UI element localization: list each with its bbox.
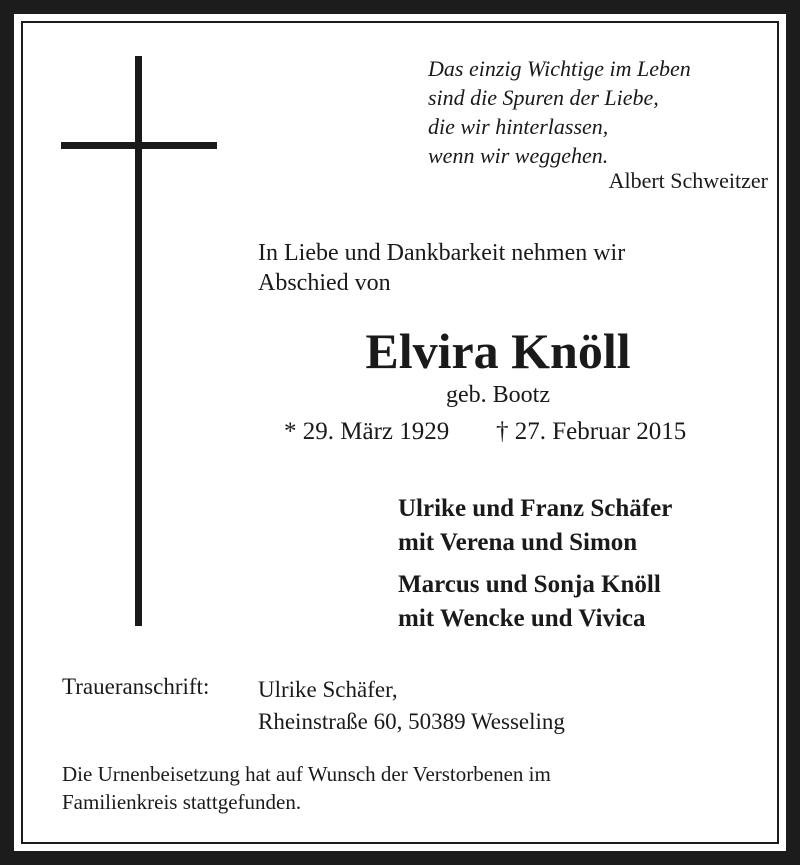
mourner-line: mit Wencke und Vivica [398, 605, 646, 632]
mourner-line: mit Verena und Simon [398, 529, 638, 556]
maiden-name: geb. Bootz [446, 382, 550, 408]
mourner-family [398, 568, 661, 636]
mourner-family [398, 492, 672, 560]
cross-horizontal-bar [61, 142, 217, 149]
quote-line: Das einzig Wichtige im Leben [428, 56, 691, 81]
mourner-line: Marcus und Sonja Knöll [398, 571, 661, 598]
quote-line: sind die Spuren der Liebe, [428, 85, 659, 110]
address-line: Ulrike Schäfer, [258, 677, 398, 702]
burial-notice [62, 760, 551, 816]
intro-line: In Liebe und Dankbarkeit nehmen wir [258, 240, 626, 266]
quote-author: Albert Schweitzer [608, 168, 768, 193]
quote-line: die wir hinterlassen, [428, 114, 609, 139]
intro-line: Abschied von [258, 270, 391, 296]
notice-line: Die Urnenbeisetzung hat auf Wunsch der Verstorbenen im [62, 762, 551, 786]
address-label: Traueranschrift: [62, 674, 210, 699]
death-date: † 27. Februar 2015 [496, 418, 687, 445]
notice-line: Familienkreis stattgefunden. [62, 790, 302, 814]
birth-date: * 29. März 1929 [284, 418, 450, 445]
deceased-name: Elvira Knöll [365, 323, 631, 379]
quote [428, 54, 691, 170]
address-block [258, 674, 565, 738]
quote-line: wenn wir weggehen. [428, 143, 609, 168]
intro-text [258, 238, 625, 298]
address-line: Rheinstraße 60, 50389 Wesseling [258, 709, 565, 734]
mourner-line: Ulrike und Franz Schäfer [398, 495, 673, 522]
